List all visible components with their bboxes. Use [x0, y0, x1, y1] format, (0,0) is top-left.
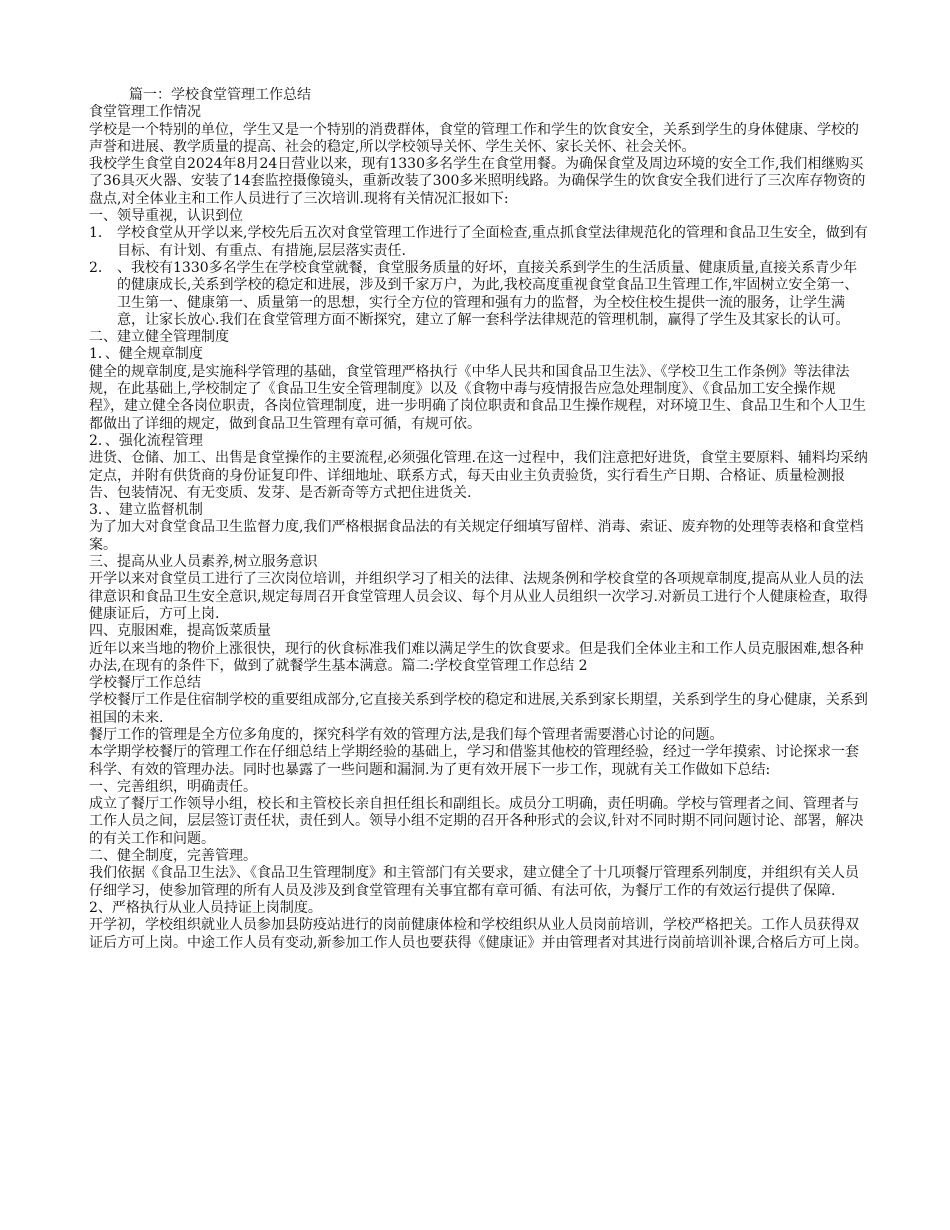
section-heading: 四、克服困难，提高饭菜质量 [89, 623, 271, 640]
section-heading: 二、健全制度，完善管理。 [89, 848, 257, 865]
document-title: 篇一：学校食堂管理工作总结 [129, 87, 311, 103]
section-heading: 三、提高从业人员素养,树立服务意识 [89, 554, 318, 571]
section-heading: 学校餐厅工作总结 [89, 675, 201, 692]
paragraph: 健全的规章制度,是实施科学管理的基础，食堂管理严格执行《中华人民共和国食品卫生法》、《学校卫生工作条例》等法律法规，在此基础上,学校制定了《食品卫生安全管理制度》以及《食物中毒与疫情报告应急处理制度》、《食品加工安全操作规程》，建立健全各岗位职责，各岗位管理制度，进一步明确了岗位职责和食品卫生操作规程，对环境卫生、食品卫生和个人卫生都做出了详细的规定，做到食品卫生管理有章可循，有规可依。 [89, 363, 866, 432]
paragraph: 我校学生食堂自2024年8月24日营业以来，现有1330多名学生在食堂用餐。为确保食堂及周边环境的安全工作,我们相继购买了36具灭火器、安装了14套监控摄像镜头，重新改装了300多米照明线路。为确保学生的饮食安全我们进行了三次库存物资的盘点,对全体业主和工作人员进行了三次培训.现将有关情况汇报如下: [89, 156, 866, 207]
paragraph: 开学以来对食堂员工进行了三次岗位培训，并组织学习了相关的法律、法规条例和学校食堂的各项规章制度,提高从业人员的法律意识和食品卫生安全意识,规定每周召开食堂管理人员会议、每个月从业人员组织一次学习.对新员工进行个人健康检查，取得健康证后，方可上岗. [89, 571, 868, 622]
subsection-heading: 2．、强化流程管理 [89, 432, 203, 449]
paragraph: 本学期学校餐厅的管理工作在仔细总结上学期经验的基础上，学习和借鉴其他校的管理经验，经过一学年摸索、讨论探求一套科学、有效的管理办法。同时也暴露了一些问题和漏洞.为了更有效开展下一步工作，现就有关工作做如下总结: [89, 744, 859, 778]
list-text: 、我校有1330多名学生在学校食堂就餐，食堂服务质量的好坏，直接关系到学生的生活质量、健康质量,直接关系青少年的健康成长,关系到学校的稳定和进展，涉及到千家万户，为此,我校高度重视食堂食品卫生管理工作,牢固树立安全第一、卫生第一、健康第一、质量第一的思想，实行全方位的管理和强有力的监督，为全校住校生提供一流的服务，让学生满意，让家长放心.我们在食堂管理方面不断探究，建立了解一套科学法律规范的管理机制，赢得了学生及其家长的认可。 [117, 259, 859, 328]
paragraph: 为了加大对食堂食品卫生监督力度,我们严格根据食品法的有关规定仔细填写留样、消毒、索证、废弃物的处理等表格和食堂档案。 [89, 519, 864, 553]
paragraph: 近年以来当地的物价上涨很快，现行的伙食标准我们难以满足学生的饮食要求。但是我们全体业主和工作人员克服困难,想各种办法,在现有的条件下，做到了就餐学生基本满意。篇二:学校食堂管理工作总结 2 [89, 640, 864, 674]
paragraph: 学校餐厅工作是住宿制学校的重要组成部分,它直接关系到学校的稳定和进展,关系到家长期望，关系到学生的身心健康，关系到祖国的未来. [89, 692, 868, 726]
list-item [89, 225, 869, 260]
section-heading: 食堂管理工作情况 [89, 104, 201, 121]
paragraph: 开学初，学校组织就业人员参加县防疫站进行的岗前健康体检和学校组织从业人员岗前培训，学校严格把关。工作人员获得双证后方可上岗。中途工作人员有变动,新参加工作人员也要获得《健康证》并由管理者对其进行岗前培训补课,合格后方可上岗。 [89, 917, 868, 951]
paragraph: 餐厅工作的管理是全方位多角度的，探究科学有效的管理方法,是我们每个管理者需要潜心讨论的问题。 [89, 726, 724, 743]
list-item [89, 260, 869, 329]
section-heading: 2、严格执行从业人员持证上岗制度。 [89, 899, 322, 916]
list-number: 2. [89, 259, 103, 276]
paragraph: 学校是一个特别的单位，学生又是一个特别的消费群体，食堂的管理工作和学生的饮食安全，关系到学生的身体健康、学校的声誉和进展、教学质量的提高、社会的稳定,所以学校领导关怀、学生关怀、家长关怀、社会关怀。 [89, 121, 859, 155]
section-heading: 一、领导重视，认识到位 [89, 208, 243, 225]
paragraph: 我们依据《食品卫生法》、《食品卫生管理制度》和主管部门有关要求，建立健全了十几项餐厅管理系列制度，并组织有关人员仔细学习，使参加管理的所有人员及涉及到食堂管理有关事宜都有章可循、有法可依，为餐厅工作的有效运行提供了保障. [89, 865, 859, 899]
paragraph: 进货、仓储、加工、出售是食堂操作的主要流程,必须强化管理.在这一过程中，我们注意把好进货，食堂主要原料、辅料均采纳定点，并附有供货商的身份证复印件、详细地址、联系方式，每天由业主负责验货，实行看生产日期、合格证、质量检测报告、包装情况、有无变质、发芽、是否新奇等方式把住进货关. [89, 450, 868, 501]
subsection-heading: 1．、健全规章制度 [89, 346, 203, 363]
section-heading: 二、建立健全管理制度 [89, 329, 229, 346]
document-body [89, 87, 869, 952]
list-text: 学校食堂从开学以来,学校先后五次对食堂管理工作进行了全面检查,重点抓食堂法律规范化的管理和食品卫生安全，做到有目标、有计划、有重点、有措施,层层落实责任. [117, 225, 868, 259]
list-number: 1. [89, 225, 103, 242]
section-heading: 一、完善组织，明确责任。 [89, 778, 257, 795]
paragraph: 成立了餐厅工作领导小组，校长和主管校长亲自担任组长和副组长。成员分工明确，责任明确。学校与管理者之间、管理者与工作人员之间，层层签订责任状，责任到人。领导小组不定期的召开各种形式的会议,针对不同时期不同问题讨论、部署，解决的有关工作和问题。 [89, 796, 864, 847]
subsection-heading: 3．、建立监督机制 [89, 502, 203, 519]
